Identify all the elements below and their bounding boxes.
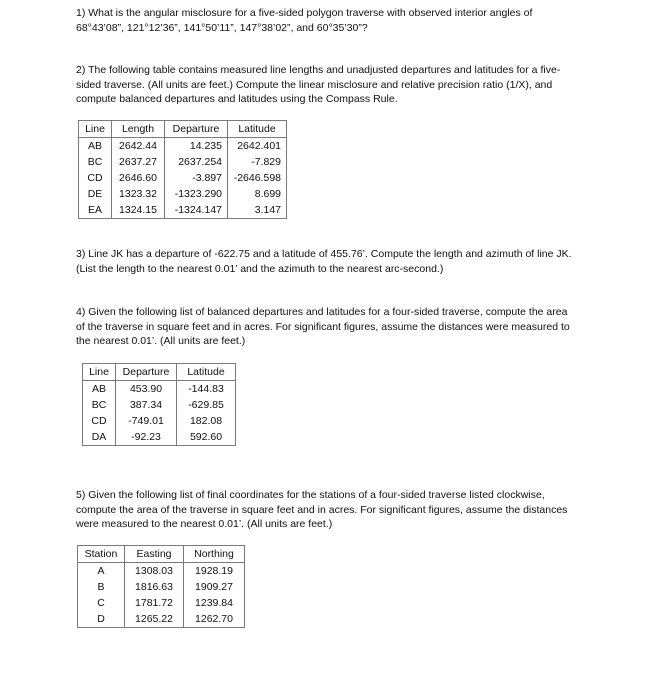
coordinates-table — [78, 546, 244, 627]
cell-line: BC — [79, 154, 112, 170]
cell-length: 1323.32 — [112, 186, 165, 202]
cell-line: CD — [83, 413, 116, 429]
col-header-easting: Easting — [125, 546, 184, 563]
cell-line: DA — [83, 429, 116, 445]
table-row — [78, 611, 244, 627]
table-row — [78, 563, 244, 580]
table-row — [79, 154, 286, 170]
cell-line: CD — [79, 170, 112, 186]
cell-latitude: 8.699 — [254, 188, 281, 200]
question-3-text: 3) Line JK has a departure of -622.75 and a latitude of 455.76’. Compute the length and azimuth of line JK. (List the length to the nearest 0.01’ and the azimuth to the nearest arc-second.) — [76, 248, 572, 275]
cell-easting: 1265.22 — [125, 611, 184, 627]
table-row — [78, 579, 244, 595]
cell-length: 2637.27 — [112, 154, 165, 170]
cell-departure: 453.90 — [116, 381, 177, 398]
cell-easting: 1308.03 — [125, 563, 184, 580]
cell-departure: 14.235 — [165, 138, 228, 155]
table-row — [83, 429, 235, 445]
question-4 — [76, 305, 576, 349]
cell-departure: -3.897 — [165, 170, 228, 186]
question-4-text: 4) Given the following list of balanced departures and latitudes for a four-sided traverse, compute the area of the traverse in square feet and in acres. For significant figures, assume the distances were measured to the nearest 0.01’. (All units are feet.) — [76, 306, 570, 347]
cell-northing: 1928.19 — [195, 565, 233, 577]
table-row — [79, 186, 286, 202]
cell-latitude: 2642.401 — [237, 140, 281, 152]
col-header-northing: Northing — [184, 546, 245, 563]
col-header-departure: Departure — [165, 121, 228, 138]
col-header-latitude: Latitude — [228, 121, 287, 138]
table-header-row — [79, 121, 286, 138]
question-5-text: 5) Given the following list of final coordinates for the stations of a four-sided traverse listed clockwise, compute the area of the traverse in square feet and in acres. For significant figures, assume the distances were measured to the nearest 0.01’. (All units are feet.) — [76, 489, 568, 530]
cell-departure: -749.01 — [116, 413, 177, 429]
cell-departure: -1323.290 — [165, 186, 228, 202]
cell-line: DE — [79, 186, 112, 202]
table-row — [79, 170, 286, 186]
cell-latitude: -2646.598 — [233, 172, 281, 184]
cell-line: AB — [79, 138, 112, 155]
cell-latitude: 3.147 — [254, 204, 281, 216]
cell-easting: 1781.72 — [125, 595, 184, 611]
cell-departure: -1324.147 — [165, 202, 228, 218]
cell-length: 2642.44 — [112, 138, 165, 155]
question-2-text: 2) The following table contains measured line lengths and unadjusted departures and latitudes for a five-sided traverse. (All units are feet.) Compute the linear misclosure and relative precision ratio (1/X), and compute balanced departures and latitudes using the Compass Rule. — [76, 64, 561, 105]
question-3 — [76, 247, 576, 276]
table-header-row — [78, 546, 244, 563]
cell-length: 1324.15 — [112, 202, 165, 218]
table-header-row — [83, 364, 235, 381]
table-row — [78, 595, 244, 611]
cell-line: BC — [83, 397, 116, 413]
cell-length: 2646.60 — [112, 170, 165, 186]
col-header-departure: Departure — [116, 364, 177, 381]
table-row — [79, 202, 286, 218]
col-header-line: Line — [83, 364, 116, 381]
balanced-departures-table — [83, 364, 235, 445]
cell-departure: 387.34 — [116, 397, 177, 413]
question-1-text: 1) What is the angular misclosure for a five-sided polygon traverse with observed interior angles of 68°43’08”, 121°12’36”, 141°50’11”, 147°38’02”, and 60°35’30”? — [76, 7, 533, 34]
traverse-table — [79, 121, 286, 218]
cell-departure: 2637.254 — [165, 154, 228, 170]
cell-line: AB — [83, 381, 116, 398]
cell-departure: -92.23 — [116, 429, 177, 445]
cell-station: D — [78, 611, 125, 627]
cell-line: EA — [79, 202, 112, 218]
col-header-length: Length — [112, 121, 165, 138]
table-row — [83, 413, 235, 429]
cell-latitude: -7.829 — [251, 156, 281, 168]
cell-station: C — [78, 595, 125, 611]
question-5 — [76, 488, 576, 532]
cell-northing: 1909.27 — [195, 581, 233, 593]
table-row — [79, 138, 286, 155]
cell-station: B — [78, 579, 125, 595]
cell-latitude: -629.85 — [188, 399, 224, 411]
table-row — [83, 381, 235, 398]
cell-station: A — [78, 563, 125, 580]
cell-northing: 1239.84 — [195, 597, 233, 609]
cell-easting: 1816.63 — [125, 579, 184, 595]
col-header-line: Line — [79, 121, 112, 138]
cell-northing: 1262.70 — [195, 613, 233, 625]
col-header-latitude: Latitude — [177, 364, 236, 381]
cell-latitude: 182.08 — [189, 415, 223, 427]
col-header-station: Station — [78, 546, 125, 563]
table-row — [83, 397, 235, 413]
cell-latitude: 592.60 — [189, 431, 223, 443]
cell-latitude: -144.83 — [188, 383, 224, 395]
question-1 — [76, 6, 576, 35]
question-2 — [76, 63, 576, 107]
